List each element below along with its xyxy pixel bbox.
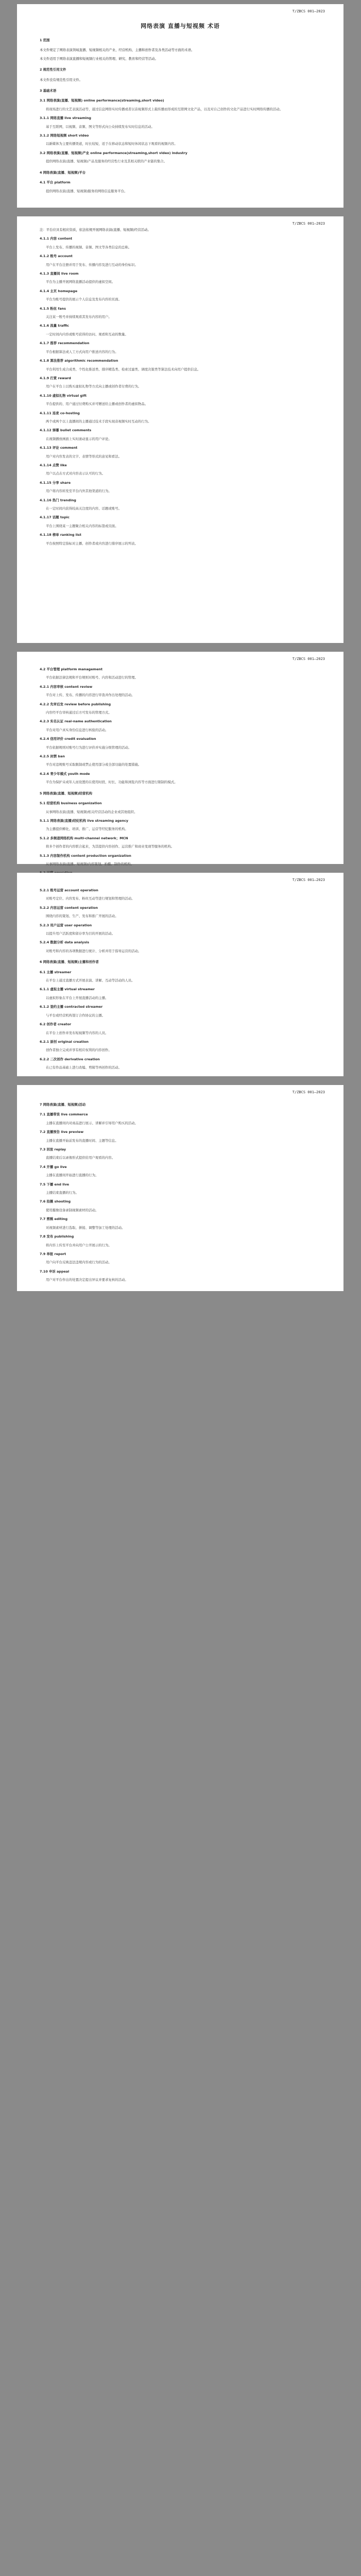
term-entry: 4.1.7 推荐 recommendation [40, 341, 90, 346]
term-definition: 从事网络表演(直播、短视频)相关经营活动的企业或其他组织。 [46, 809, 137, 814]
term-entry: 4.1.5 粉丝 fans [40, 306, 66, 311]
term-definition: 平台根据算法或人工方式向用户推送内容的行为。 [46, 349, 118, 354]
page-body [40, 1103, 321, 1283]
term-definition: 对账号和内容的各项数据进行统计、分析并用于指导运营的活动。 [46, 948, 142, 953]
term-entry: 4.1 平台 platform [40, 180, 71, 185]
term-entry: 4.1.15 分享 share [40, 480, 71, 485]
term-definition: 平台为主播开展网络直播活动提供的虚拟空间。 [46, 280, 115, 284]
term-entry: 7.1 直播带货 live commerce [40, 1112, 88, 1117]
term-definition: 以新媒体为主要传播渠道，时长较短，适于在移动状态和短时休闲状态下观看的视频内容。 [46, 142, 178, 146]
term-entry: 4.1.13 评论 comment [40, 446, 78, 450]
term-definition: 平台为保护未成年人而设置的在使用时段、时长、功能和浏览内容等方面进行限制的模式。 [46, 780, 178, 785]
section-heading: 3 基础术语 [40, 89, 57, 93]
term-definition: 平台依据规则对账号行为进行评价并实施分级管理的活动。 [46, 745, 132, 750]
term-definition: 平台按照特定指标对主播、创作者或内容进行排序展示的列表。 [46, 541, 138, 546]
document-page-4 [17, 873, 343, 1076]
term-definition: 平台对违规账号采取限制或禁止使用部分或全部功能的处置措施。 [46, 762, 142, 767]
document-page-2 [17, 216, 343, 643]
section-heading: 6 网络表演(直播、短视频)主播和创作者 [40, 960, 99, 964]
term-definition: 提供网络表演(直播、短视频)服务的网络信息服务平台。 [46, 189, 128, 193]
page-body [40, 888, 321, 1071]
term-entry: 4.2.1 内容审核 content review [40, 684, 93, 689]
page-number: T/ZBCS 001—2023 [292, 657, 325, 661]
term-entry: 4.1.14 点赞 like [40, 463, 67, 467]
term-definition: 用户在平台注册并用于发布、传播内容及进行互动的身份标识。 [46, 262, 138, 267]
page-number: T/ZBCS 001—2023 [292, 1090, 325, 1094]
term-definition: 基于互联网，以视频、音频、图文等形式向公众持续发布实时信息的活动。 [46, 124, 154, 129]
term-definition: 以提升用户活跃度和留存率为目的开展的活动。 [46, 931, 115, 936]
body-paragraph: 本文件没有规范性引用文件。 [40, 77, 83, 82]
page-body [40, 667, 321, 884]
term-entry: 7.9 举报 report [40, 1251, 66, 1256]
term-definition: 在视频播放画面上实时滚动显示的用户评论。 [46, 436, 112, 441]
term-definition: 平台为账号提供的展示个人信息及发布内容的页面。 [46, 297, 122, 302]
term-definition: 将内容上传至平台并向用户公开展示的行为。 [46, 1243, 112, 1247]
term-definition: 平台对上传、发布、传播的内容进行审查并作出处理的活动。 [46, 693, 135, 698]
term-entry: 6.1 主播 streamer [40, 970, 72, 974]
term-definition: 用户对平台作出的处置决定提出异议并要求复核的活动。 [46, 1278, 128, 1282]
term-definition: 创作者独立完成并享有相应权利的内容创作。 [46, 1048, 112, 1053]
term-definition: 内容经平台审核通过后方可发布的管理方式。 [46, 710, 112, 715]
document-page-5 [17, 1085, 343, 1291]
page-body [40, 228, 321, 546]
term-entry: 3.1.2 网络短视频 short video [40, 133, 89, 138]
term-definition: 主播在直播间内对商品进行展示、讲解并引导用户购买的活动。 [46, 1121, 138, 1125]
term-definition: 平台上发布、传播的视频、音频、图文等各类信息的总称。 [46, 245, 132, 249]
term-definition: 在一定时间内获得较高关注度的内容、话题或账号。 [46, 506, 122, 511]
body-paragraph: 本文件适用于网络表演直播和短视频行业相关的管理、研究、教育和经营等活动。 [40, 56, 159, 61]
term-entry: 4.2.5 封禁 ban [40, 754, 65, 759]
term-entry: 7.3 回放 replay [40, 1147, 66, 1152]
term-definition: 主播在直播开始前发布的直播时间、主题等信息。 [46, 1138, 118, 1143]
term-entry: 4.1.2 账号 account [40, 254, 73, 259]
term-entry: 7.7 剪辑 editing [40, 1217, 68, 1222]
section-heading: 4 网络表演(直播、短视频)平台 [40, 170, 86, 175]
term-definition: 主播结束直播的行为。 [46, 1191, 79, 1195]
term-entry: 5.2.3 用户运营 user operation [40, 923, 92, 927]
term-entry: 5.2.1 账号运营 account operation [40, 888, 98, 892]
term-entry: 4.1.6 流量 traffic [40, 324, 69, 328]
term-definition: 关注某一账号并持续观看其发布内容的用户。 [46, 315, 112, 319]
term-definition: 将多个创作者的内容联合起来，为其提供内容创作、运营推广和商业变现等服务的机构。 [46, 844, 175, 849]
section-heading: 2 规范性引用文件 [40, 67, 66, 72]
term-entry: 4.2.6 青少年模式 youth mode [40, 771, 90, 776]
term-definition: 使用摄像设备录制视频素材的活动。 [46, 1208, 99, 1212]
document-page-1 [17, 4, 343, 208]
term-entry: 4.1.17 话题 topic [40, 515, 70, 520]
term-entry: 4.1.1 内容 content [40, 236, 73, 241]
section-heading: 5 网络表演(直播、短视频)经营机构 [40, 791, 92, 795]
section-heading: 1 范围 [40, 38, 50, 42]
term-entry: 6.2 创作者 creator [40, 1022, 72, 1027]
term-definition: 平台对用户真实身份信息进行核验的活动。 [46, 727, 109, 732]
term-entry: 4.1.16 热门 trending [40, 498, 76, 502]
page-body [40, 38, 321, 194]
term-entry: 4.2.4 信用评价 credit evaluation [40, 737, 96, 741]
term-definition: 用户将内容转发至平台内外其他渠道的行为。 [46, 489, 112, 494]
term-entry: 4.1.9 打赏 reward [40, 376, 71, 380]
term-definition: 用户向平台反映违法违规内容或行为的活动。 [46, 1260, 112, 1265]
term-definition: 平台提供的、用户通过付费购买并可赠送给主播或创作者的虚拟物品。 [46, 402, 148, 406]
term-definition: 在已有作品基础上进行改编、剪辑等再创作的活动。 [46, 1065, 122, 1070]
term-definition: 主播在直播间开始进行直播的行为。 [46, 1173, 99, 1178]
page-number: T/ZBCS 001—2023 [292, 9, 325, 13]
term-definition: 以虚拟形象在平台上开展直播活动的主播。 [46, 995, 109, 1000]
term-definition: 在平台上通过直播方式开展表演、讲解、互动等活动的人员。 [46, 978, 135, 983]
term-definition: 围绕内容的策划、生产、发布和推广开展的活动。 [46, 914, 118, 919]
term-definition: 将现场进行的文艺表演活动等，通过信息网络实时传播或者以音视频形式上载传播而形成的互联网文化产品，以及对自己创作的文化产品进行实时网络传播的活动。 [46, 107, 283, 111]
term-entry: 4.2.3 实名认证 real-name authentication [40, 719, 112, 724]
document-title: 网络表演 直播与短视频 术语 [141, 23, 220, 29]
term-entry: 4.1.10 虚拟礼物 virtual gift [40, 393, 87, 398]
document-page-3 [17, 652, 343, 864]
page-number: T/ZBCS 001—2023 [292, 222, 325, 226]
term-entry: 5.1.1 网络表演(直播)经纪机构 live streaming agency [40, 818, 129, 823]
term-entry: 4.1.18 榜单 ranking list [40, 533, 81, 537]
term-definition: 从事网络表演(直播、短视频)内容策划、拍摄、制作的机构。 [46, 861, 134, 866]
term-definition: 为主播提供孵化、培训、推广、运营等经纪服务的机构。 [46, 827, 128, 832]
section-heading: 7 网络表演(直播、短视频)活动 [40, 1103, 86, 1107]
page-number: T/ZBCS 001—2023 [292, 878, 325, 882]
term-entry: 3.1 网络表演(直播、短视频) online performance(streaming,short video) [40, 98, 164, 103]
term-entry: 6.1.2 签约主播 contracted streamer [40, 1005, 103, 1009]
term-entry: 6.2.1 原创 original creation [40, 1039, 89, 1044]
term-entry: 4.1.3 直播间 live room [40, 272, 79, 276]
term-entry: 4.1.12 弹幕 bullet comments [40, 428, 92, 433]
body-paragraph: 注：平台应具有相应资质，依法依规开展网络表演(直播、短视频)经营活动。 [40, 228, 151, 232]
term-entry: 5.2.2 内容运营 content operation [40, 905, 98, 910]
term-definition: 平台利用生成合成类、个性化推送类、排序精选类、检索过滤类、调度决策类等算法技术向用户提供信息。 [46, 367, 201, 371]
body-paragraph: 本文件规定了网络表演领域直播、短视频相关的产业、经营机构、主播和创作者及各类活动等方面的术语。 [40, 48, 195, 53]
term-definition: 用户在平台上以购买虚拟礼物等方式向主播或创作者付费的行为。 [46, 384, 142, 389]
term-definition: 平台上围绕某一主题聚合相关内容的标签或页面。 [46, 523, 118, 528]
term-entry: 5.1 经营机构 business organization [40, 801, 102, 806]
term-definition: 用户对内容发表的文字、表情等形式的意见和看法。 [46, 454, 122, 459]
term-definition: 提供网络表演(直播、短视频)产品及服务的经营性行业及其相关联的产业链的集合。 [46, 159, 167, 164]
term-definition: 两个或两个以上直播间的主播通过技术手段实现音视频实时互动的行为。 [46, 419, 151, 423]
term-entry: 3.2 网络表演(直播、短视频)产业 online performance(streaming,short video) industry [40, 150, 187, 155]
term-definition: 对账号定位、内容发布、粉丝互动等进行规划和管理的活动。 [46, 896, 135, 901]
term-definition: 对视频素材进行选取、拼接、调整等加工处理的活动。 [46, 1225, 125, 1230]
term-entry: 3.1.1 网络直播 live streaming [40, 116, 91, 121]
term-entry: 7.5 下播 end live [40, 1182, 70, 1187]
term-definition: 直播结束后以录像形式提供给用户观看的内容。 [46, 1156, 115, 1160]
term-entry: 4.1.11 连麦 co-hosting [40, 411, 80, 415]
term-entry: 4.1.4 主页 homepage [40, 289, 78, 293]
term-definition: 一定时间内内容或账号获得的访问、观看和互动的数量。 [46, 332, 128, 336]
term-entry: 4.2.2 先审后发 review before publishing [40, 702, 111, 706]
term-definition: 在平台上创作并发布短视频等内容的人员。 [46, 1030, 109, 1035]
term-entry: 5.1.2 多频道网络机构 multi-channel network；MCN [40, 836, 128, 840]
term-entry: 7.4 开播 go live [40, 1164, 67, 1169]
term-entry: 4.1.8 算法推荐 algorithmic recommendation [40, 359, 118, 363]
term-entry: 6.1.1 虚拟主播 virtual streamer [40, 987, 95, 992]
term-definition: 平台依据法律法规和平台规则对账号、内容和活动进行的管理。 [46, 675, 138, 680]
term-entry: 5.1.3 内容制作机构 content production organization [40, 853, 131, 858]
term-entry: 4.2 平台管理 platform management [40, 667, 103, 671]
term-entry: 5.2.4 数据分析 data analysis [40, 940, 90, 945]
term-entry: 7.2 直播预告 live preview [40, 1130, 84, 1134]
term-entry: 7.8 发布 publishing [40, 1234, 74, 1239]
term-entry: 7.10 申诉 appeal [40, 1269, 70, 1274]
term-entry: 7.6 拍摄 shooting [40, 1199, 71, 1204]
term-definition: 与平台或经营机构签订合作协议的主播。 [46, 1013, 106, 1018]
term-definition: 用户以点击方式对内容表示认可的行为。 [46, 471, 106, 476]
term-entry: 6.2.2 二次创作 derivative creation [40, 1057, 100, 1061]
